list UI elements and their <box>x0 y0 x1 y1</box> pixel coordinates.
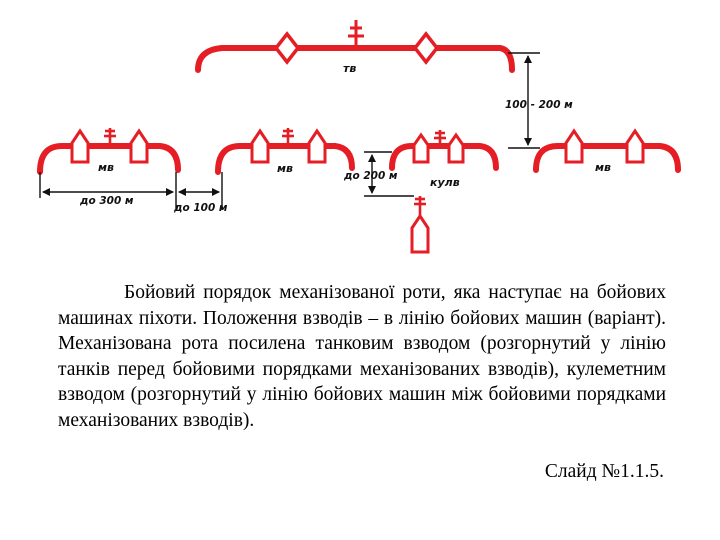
commander-flag-icon <box>348 20 364 48</box>
ifv-icon <box>309 131 325 162</box>
mg-platoon-label: кулв <box>430 176 460 189</box>
depth-label-tank: 100 - 200 м <box>505 99 573 111</box>
frontage-label: до 300 м <box>80 195 134 207</box>
tank-icon-left <box>276 34 298 62</box>
commander-flag-icon <box>414 196 426 216</box>
company-commander-vehicle <box>412 196 428 252</box>
tank-platoon-label: тв <box>343 62 357 75</box>
mech-platoon-label: мв <box>595 161 611 174</box>
ifv-icon <box>131 131 147 162</box>
gap-label: до 100 м <box>174 202 228 214</box>
mech-platoon-label: мв <box>98 161 114 174</box>
ifv-icon <box>414 135 428 162</box>
tank-icon-right <box>415 34 437 62</box>
mg-platoon <box>392 130 496 189</box>
slide-number: Слайд №1.1.5. <box>544 461 664 482</box>
mech-platoon-label: мв <box>277 162 293 175</box>
ifv-icon <box>627 131 643 162</box>
mech-platoon-2 <box>218 128 352 175</box>
mech-platoon-1 <box>40 128 178 174</box>
caption-text: Бойовий порядок механізованої роти, яка наступає на бойових машинах піхоти. Положення взводів – в лінію бойових машин (варіант). Механізована рота посилена танковим взводом (розгорнутий у лінію танків перед бойовими порядками механізованих взводів), кулеметним взводом (розгорнутий у лінію бойових машин між бойовими порядками механізованих взводів). <box>58 282 666 431</box>
tank-platoon <box>198 20 512 75</box>
mech-platoon-3 <box>536 131 678 174</box>
ifv-icon <box>72 131 88 162</box>
ifv-icon <box>566 131 582 162</box>
depth-label-mg: до 200 м <box>344 170 398 182</box>
ifv-icon <box>252 131 268 162</box>
ifv-icon <box>412 216 428 252</box>
ifv-icon <box>449 135 463 162</box>
